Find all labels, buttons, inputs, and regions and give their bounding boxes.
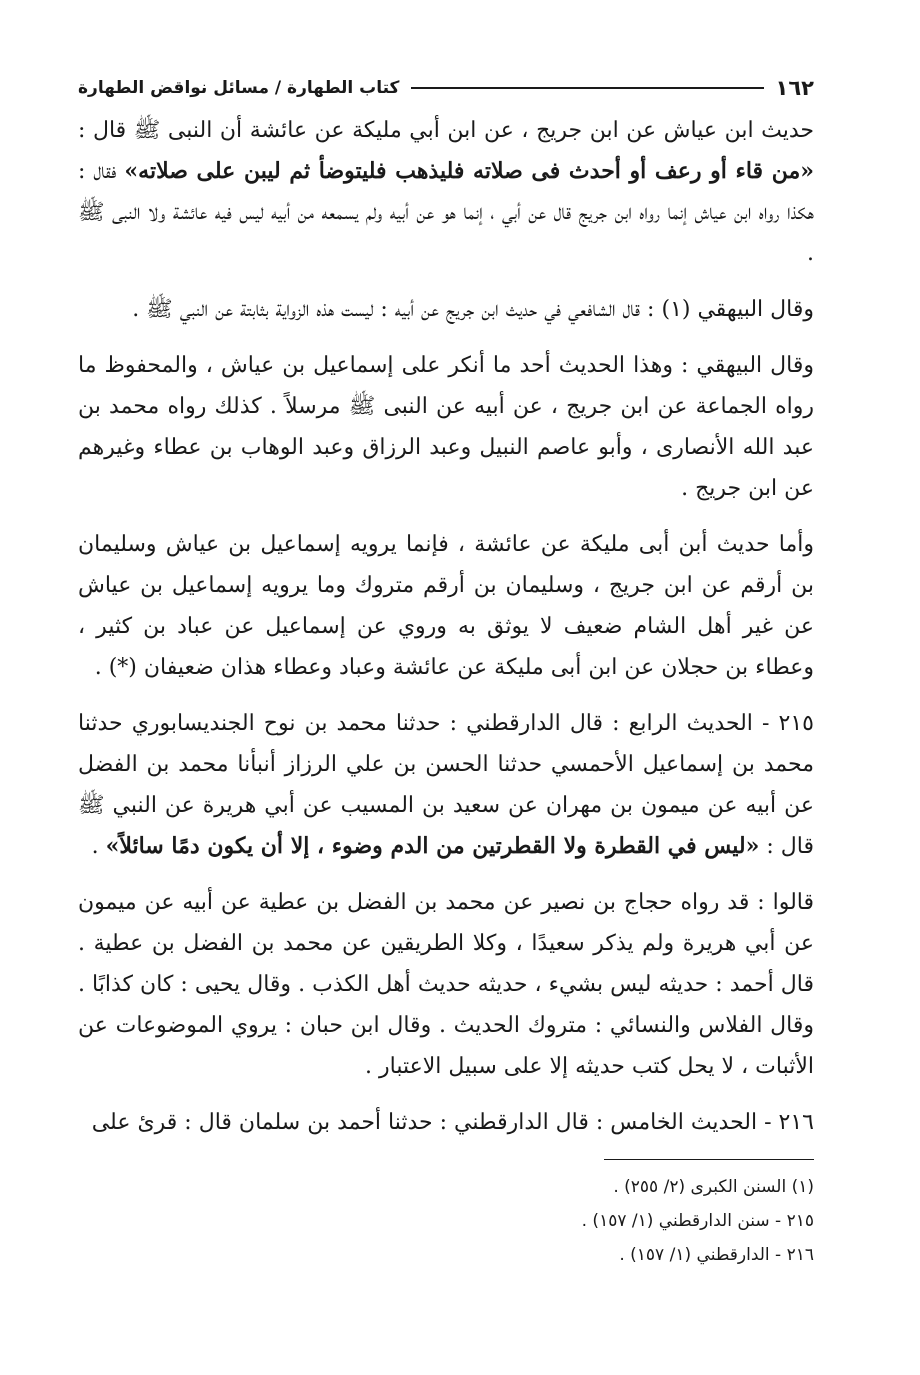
page-number: ١٦٢ <box>775 76 814 100</box>
text-run: فقال : هكذا رواه ابن عياش إنما رواه ابن جريج قال عن أبي ، إنما هو عن أبيه ولم يسمعه من أبيه ليس فيه عائشة ولا النبى ﷺ . <box>78 159 814 266</box>
text-run: ٢١٦ - الحديث الخامس : قال الدارقطني : حدثنا أحمد بن سلمان قال : قرئ على <box>91 1110 814 1135</box>
footnote-rule <box>604 1159 814 1160</box>
paragraph-6 <box>78 882 814 1087</box>
paragraph-7 <box>78 1102 814 1143</box>
footnote-2: ٢١٥ - سنن الدارقطني (١/ ١٥٧) . <box>581 1211 814 1231</box>
paragraph-1 <box>78 110 814 274</box>
text-run: ٢١٥ - الحديث الرابع : قال الدارقطني : حدثنا محمد بن نوح الجنديسابوري حدثنا محمد بن إسماعيل الأحمسي حدثنا الحسن بن علي الرزاز أنبأنا محمد بن الفضل عن أبيه عن ميمون بن مهران عن سعيد بن المسيب عن أبي هريرة عن النبي ﷺ قال : <box>78 711 814 859</box>
text-run: حديث ابن عياش عن ابن جريج ، عن ابن أبي مليكة عن عائشة أن النبى ﷺ قال : <box>78 118 814 143</box>
footnote-3: ٢١٦ - الدارقطني (١/ ١٥٧) . <box>619 1245 814 1265</box>
running-title: كتاب الطهارة / مسائل نواقض الطهارة <box>78 78 400 98</box>
page-header <box>78 70 814 106</box>
paragraph-5 <box>78 703 814 867</box>
hadith-quote: «من قاء أو رعف أو أحدث فى صلاته فليذهب فليتوضأ ثم ليبن على صلاته» <box>124 158 814 184</box>
paragraph-2 <box>78 289 814 330</box>
paragraph-3 <box>78 345 814 509</box>
text-run: قالوا : قد رواه حجاج بن نصير عن محمد بن الفضل بن عطية عن أبيه عن ميمون عن أبي هريرة ولم يذكر سعيدًا ، وكلا الطريقين عن محمد بن الفضل بن عطية . قال أحمد : حديثه ليس بشيء ، حديثه حديث أهل الكذب . وقال يحيى : كان كذابًا . وقال الفلاس والنسائي : متروك الحديث . وقال ابن حبان : يروي الموضوعات عن الأثبات ، لا يحل كتب حديثه إلا على سبيل الاعتبار . <box>78 890 814 1079</box>
footnotes <box>78 1159 814 1272</box>
hadith-quote: «ليس في القطرة ولا القطرتين من الدم وضوء ، إلا أن يكون دمًا سائلاً» <box>105 833 760 859</box>
paragraph-4 <box>78 524 814 688</box>
header-rule <box>411 87 763 89</box>
text-run: . <box>91 834 106 859</box>
main-text <box>78 110 814 1143</box>
text-run: وقال البيهقي (١) : قال الشافعي في حديث ابن جريج عن أبيه : ليست هذه الزواية بثابتة عن النبي ﷺ . <box>132 297 814 322</box>
text-run: وأما حديث أبن أبى مليكة عن عائشة ، فإنما يرويه إسماعيل بن عياش وسليمان بن أرقم عن ابن جريج ، وسليمان بن أرقم متروك وما يرويه إسماعيل بن عياش عن غير أهل الشام ضعيف لا يوثق به وروي عن إسماعيل عن عباد بن كثير ، وعطاء بن حجلان عن ابن أبى مليكة عن عائشة وعباد وعطاء هذان ضعيفان (*) . <box>78 532 814 680</box>
book-page <box>78 70 814 1272</box>
text-run: وقال البيهقي : وهذا الحديث أحد ما أنكر على إسماعيل بن عياش ، والمحفوظ ما رواه الجماعة عن ابن جريج ، عن أبيه عن النبى ﷺ مرسلاً . كذلك رواه محمد بن عبد الله الأنصارى ، وأبو عاصم النبيل وعبد الرزاق وعبد الوهاب بن عطاء وغيرهم عن ابن جريج . <box>78 353 814 501</box>
footnote-1: (١) السنن الكبرى (٢/ ٢٥٥) . <box>613 1177 814 1197</box>
